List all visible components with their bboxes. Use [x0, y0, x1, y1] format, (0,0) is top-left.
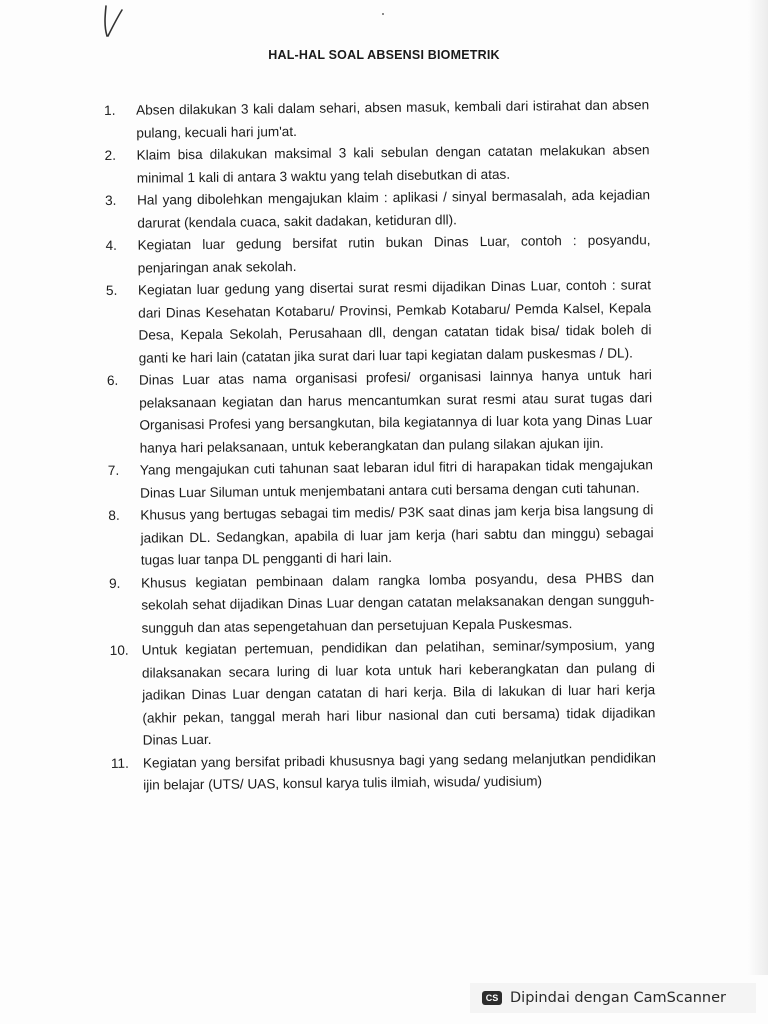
item-text: Kegiatan luar gedung bersifat rutin bukan Dinas Luar, contoh : posyandu, penjaringan anak sekolah.	[137, 232, 651, 276]
item-text: Kegiatan yang bersifat pribadi khususnya bagi yang sedang melanjutkan pendidikan ijin belajar (UTS/ UAS, konsul karya tulis ilmiah, wisuda/ yudisium)	[142, 749, 656, 793]
item-text: Kegiatan luar gedung yang disertai surat resmi dijadikan Dinas Luar, contoh : surat dari Dinas Kesehatan Kotabaru/ Provinsi, Pemkab Kotabaru/ Pemda Kalsel, Kepala Desa, Kepala Sekolah, Perusahaan dll, dengan catatan tidak bisa/ tidak boleh di ganti ke hari lain (catatan jika surat dari luar tapi kegiatan dalam puskesmas / DL).	[137, 277, 652, 366]
item-number: 11.	[110, 755, 129, 771]
item-text: Dinas Luar atas nama organisasi profesi/ organisasi lainnya hanya untuk hari pelaksanaan kegiatan dan harus mencantumkan surat resmi atau surat tugas dari Organisasi Profesi yang bersangkutan, bila kegiatannya di luar kota yang Dinas Luar hanya hari pelaksanaan, untuk keberangkatan dan pulang silakan ajukan ijin.	[138, 367, 653, 456]
camscanner-logo-icon: CS	[482, 991, 502, 1005]
item-number: 9.	[108, 575, 121, 591]
list-item	[105, 229, 650, 280]
camscanner-watermark	[470, 983, 756, 1013]
item-text: Yang mengajukan cuti tahunan saat lebaran idul fitri di harapakan tidak mengajukan Dinas Luar Siluman untuk menjembatani antara cuti bersama dengan cuti tahunan.	[139, 457, 653, 501]
list-item	[105, 184, 650, 235]
item-number: 1.	[104, 102, 116, 118]
item-text: Hal yang dibolehkan mengajukan klaim : aplikasi / sinyal bermasalah, ada kejadian darurat (kendala cuaca, sakit dadakan, ketiduran dll).	[136, 187, 651, 231]
item-number: 5.	[105, 282, 118, 298]
ink-speck	[382, 13, 384, 15]
item-text: Absen dilakukan 3 kali dalam sehari, absen masuk, kembali dari istirahat dan absen pulang, kecuali hari jum'at.	[136, 97, 650, 141]
list-item	[111, 747, 656, 798]
item-text: Klaim bisa dilakukan maksimal 3 kali sebulan dengan catatan melakukan absen minimal 1 kali di antara 3 waktu yang telah disebutkan di atas.	[136, 142, 650, 186]
list-item	[109, 567, 655, 640]
scan-shadow-edge	[748, 0, 768, 975]
item-number: 3.	[104, 192, 117, 208]
item-number: 10.	[109, 642, 129, 658]
item-number: 2.	[104, 147, 117, 163]
list-item	[104, 139, 649, 190]
list-item	[104, 94, 649, 145]
rules-list	[104, 94, 656, 797]
item-number: 7.	[107, 462, 120, 478]
list-item	[108, 499, 654, 572]
list-item	[107, 364, 653, 460]
item-text: Khusus kegiatan pembinaan dalam rangka lomba posyandu, desa PHBS dan sekolah sehat dijadikan Dinas Luar dengan catatan melaksanakan dengan sungguh-sungguh dan atas sepengetahuan dan persetujuan Kepala Puskesmas.	[140, 569, 655, 636]
watermark-label: Dipindai dengan CamScanner	[510, 990, 727, 1006]
item-text: Untuk kegiatan pertemuan, pendidikan dan pelatihan, seminar/symposium, yang dilaksanakan secara luring di luar kota untuk hari keberangkatan dan pulang di jadikan Dinas Luar dengan catatan di hari kerja. Bila di lakukan di luar hari kerja (akhir pekan, tanggal merah hari libur nasional dan cuti bersama) tidak dijadikan Dinas Luar.	[141, 637, 656, 748]
item-number: 6.	[106, 372, 119, 388]
item-text: Khusus yang bertugas sebagai tim medis/ P3K saat dinas jam kerja bisa langsung di jadikan DL. Sedangkan, apabila di luar jam kerja (hari sabtu dan minggu) sebagai tugas luar tanpa DL pengganti di hari lain.	[140, 502, 654, 568]
list-item	[108, 454, 653, 505]
list-item	[110, 634, 656, 752]
list-item	[106, 274, 652, 370]
handwritten-mark	[100, 2, 128, 42]
document-title: HAL-HAL SOAL ABSENSI BIOMETRIK	[268, 48, 500, 62]
item-number: 8.	[108, 507, 120, 523]
item-number: 4.	[105, 237, 117, 253]
